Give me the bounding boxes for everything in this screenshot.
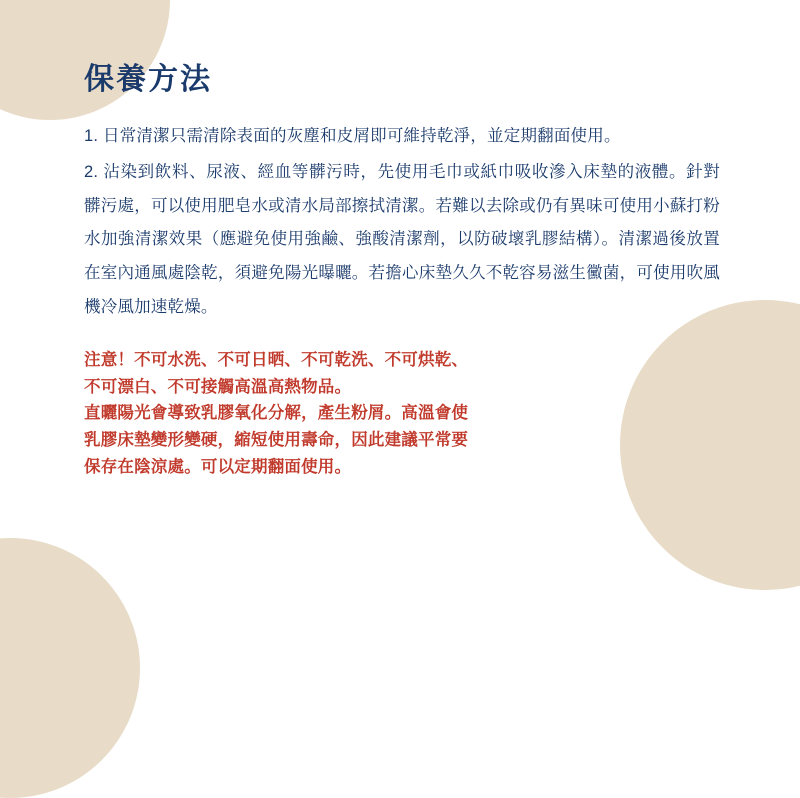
decorative-circle-bottom-left: [0, 538, 140, 798]
warning-line-3: 直曬陽光會導致乳膠氧化分解，產生粉屑。高溫會使: [84, 404, 469, 423]
warning-line-2: 不可漂白、不可接觸高溫高熱物品。: [84, 377, 352, 396]
page-title: 保養方法: [84, 63, 212, 96]
care-instruction-paragraph-1: 1. 日常清潔只需清除表面的灰塵和皮屑即可維持乾淨，並定期翻面使用。: [84, 127, 621, 145]
warning-notice: [84, 347, 720, 481]
warning-line-4: 乳膠床墊變形變硬，縮短使用壽命，因此建議平常要: [84, 431, 469, 450]
warning-line-5: 保存在陰涼處。可以定期翻面使用。: [84, 457, 352, 476]
warning-line-1: 注意！不可水洗、不可日晒、不可乾洗、不可烘乾、: [84, 350, 469, 369]
care-instruction-paragraph-2: 2. 沾染到飲料、尿液、經血等髒污時，先使用毛巾或紙巾吸收滲入床墊的液體。針對髒污處，可以使用肥皂水或清水局部擦拭清潔。若難以去除或仍有異味可使用小蘇打粉水加強清潔效果（應避免使用強鹼、強酸清潔劑，以防破壞乳膠結構）。清潔過後放置在室內通風處陰乾，須避免陽光曝曬。若擔心床墊久久不乾容易滋生黴菌，可使用吹風機冷風加速乾燥。: [84, 162, 720, 317]
